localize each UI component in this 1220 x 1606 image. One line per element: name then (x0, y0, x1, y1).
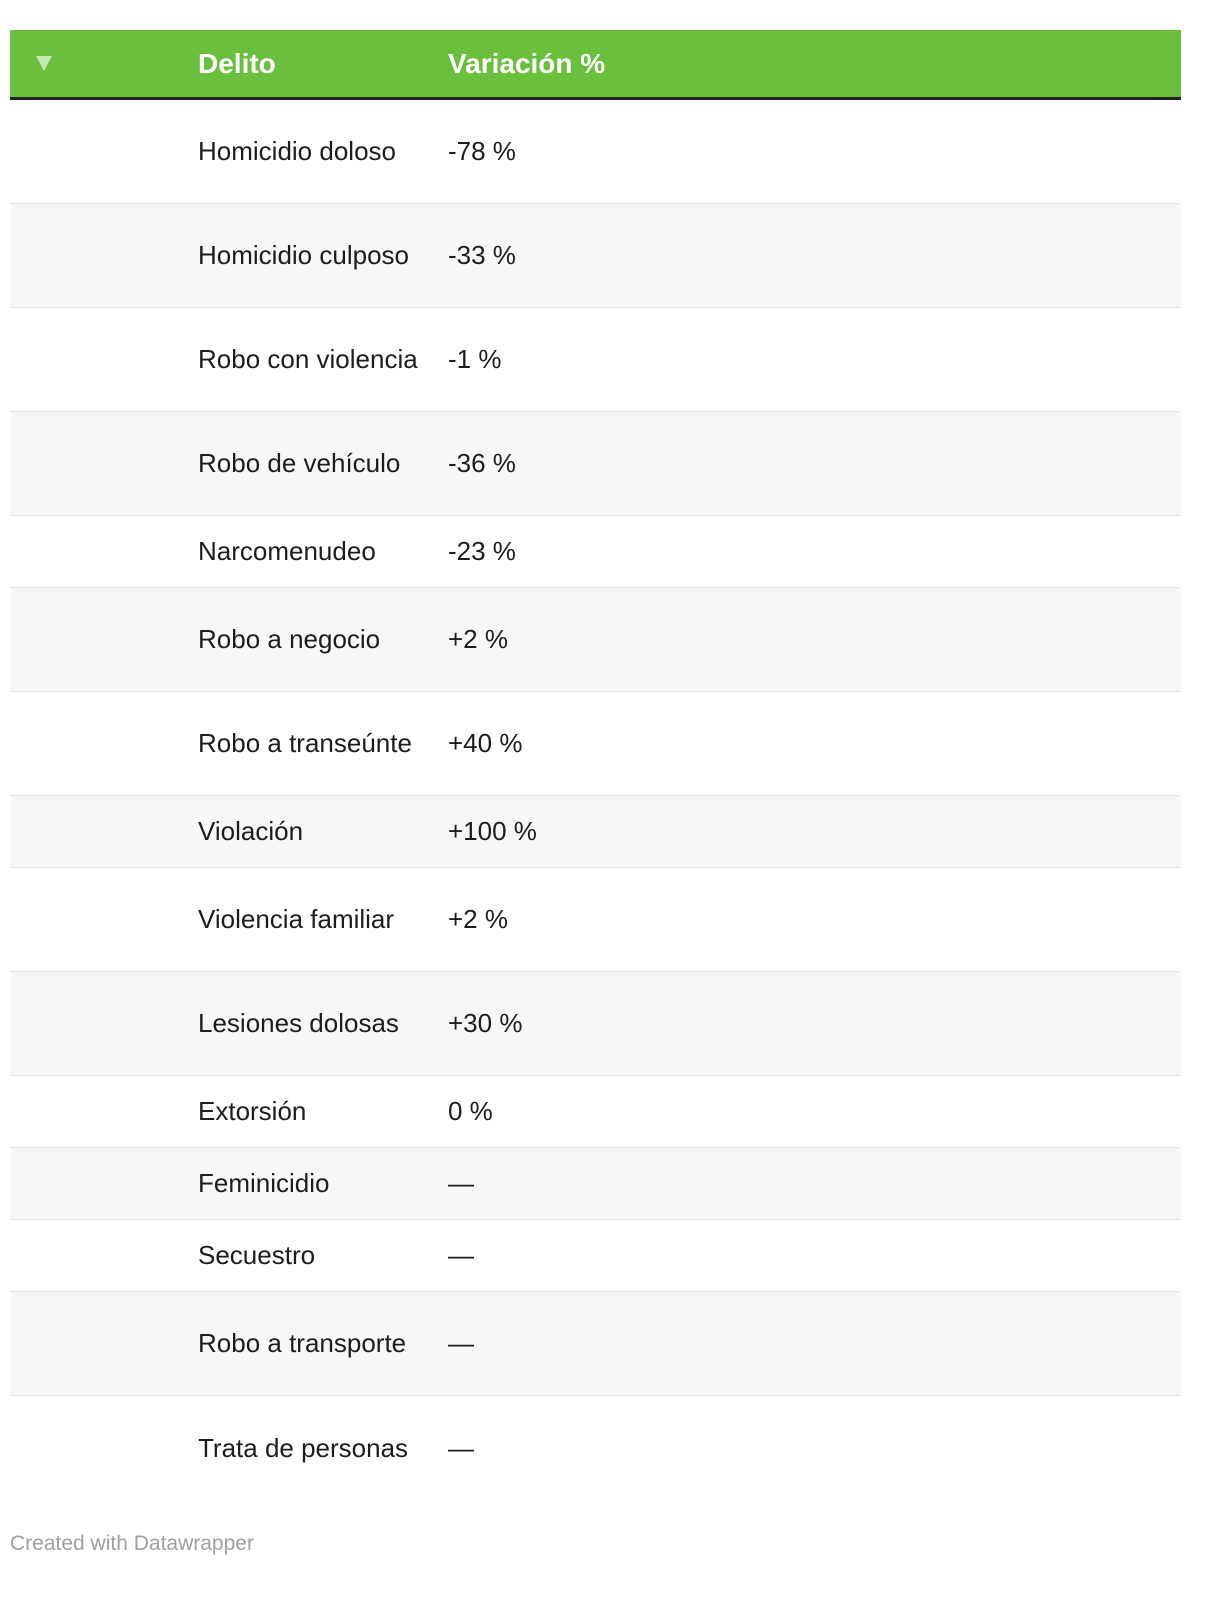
table-row (10, 100, 1181, 204)
cell-variacion: — (448, 1432, 474, 1463)
cell-delito: Lesiones dolosas (198, 1008, 399, 1038)
cell-variacion: +40 % (448, 728, 523, 758)
table-row (10, 972, 1181, 1076)
cell-delito: Robo con violencia (198, 344, 418, 374)
cell-variacion: -1 % (448, 344, 502, 374)
cell-delito: Secuestro (198, 1240, 316, 1270)
cell-variacion: -33 % (448, 240, 516, 270)
data-table (10, 30, 1181, 1500)
cell-delito: Extorsión (198, 1096, 307, 1126)
table-row (10, 868, 1181, 972)
table-row (10, 204, 1181, 308)
table-row (10, 1148, 1181, 1220)
cell-delito: Homicidio culposo (198, 240, 409, 270)
cell-variacion: +2 % (448, 624, 508, 654)
cell-variacion: — (448, 1240, 474, 1270)
cell-delito: Feminicidio (198, 1168, 330, 1198)
cell-variacion: -23 % (448, 536, 516, 566)
table-header (10, 30, 1181, 100)
table-row (10, 1396, 1181, 1500)
datawrapper-credit[interactable]: Created with Datawrapper (10, 1532, 254, 1555)
table-row (10, 796, 1181, 868)
table-row (10, 412, 1181, 516)
column-header-variacion[interactable]: Variación % (448, 47, 606, 79)
cell-delito: Robo de vehículo (198, 448, 401, 478)
cell-delito: Robo a transeúnte (198, 728, 412, 758)
cell-variacion: — (448, 1328, 474, 1358)
cell-delito: Violencia familiar (198, 904, 395, 934)
cell-variacion: -36 % (448, 448, 516, 478)
table-row (10, 516, 1181, 588)
cell-variacion: 0 % (448, 1096, 493, 1126)
table-row (10, 308, 1181, 412)
cell-delito: Trata de personas (198, 1432, 409, 1463)
cell-delito: Robo a transporte (198, 1328, 407, 1358)
cell-delito: Robo a negocio (198, 624, 381, 654)
cell-delito: Narcomenudeo (198, 536, 376, 566)
cell-delito: Homicidio doloso (198, 136, 396, 166)
table-row (10, 1076, 1181, 1148)
column-header-delito[interactable]: Delito (198, 47, 276, 79)
table-row (10, 1292, 1181, 1396)
cell-variacion: +2 % (448, 904, 508, 934)
sort-triangle-icon[interactable] (36, 56, 52, 71)
table-row (10, 692, 1181, 796)
table-row (10, 588, 1181, 692)
cell-variacion: +100 % (448, 816, 537, 846)
table-row (10, 1220, 1181, 1292)
cell-delito: Violación (198, 816, 304, 846)
cell-variacion: +30 % (448, 1008, 523, 1038)
cell-variacion: — (448, 1168, 474, 1198)
cell-variacion: -78 % (448, 136, 516, 166)
